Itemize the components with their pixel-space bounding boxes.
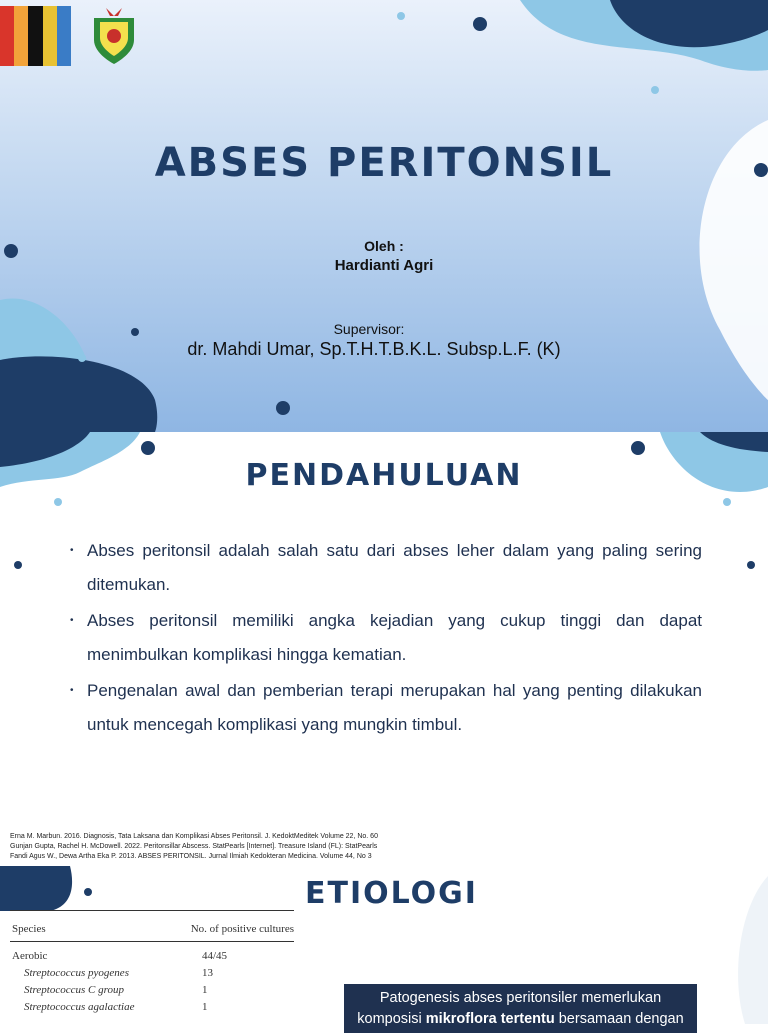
bullet-list xyxy=(70,534,702,744)
box-text-part: bersamaan dengan xyxy=(554,1011,684,1027)
reference-item: Erna M. Marbun. 2016. Diagnosis, Tata Laksana dan Komplikasi Abses Peritonsil. J. KedoktMeditek Volume 22, No. 60 xyxy=(10,833,378,840)
table-row xyxy=(10,999,294,1016)
box-text-part: komposisi xyxy=(357,1011,426,1027)
table-row xyxy=(10,965,294,982)
reference-item: Gunjan Gupta, Rachel H. McDowell. 2022. Peritonsillar Abscess. StatPearls [Internet]. Treasure Island (FL): StatPearls xyxy=(10,843,378,850)
species-name: Streptococcus agalactiae xyxy=(24,1001,135,1013)
group-label: Aerobic xyxy=(12,950,48,962)
bullet-item: • Pengenalan awal dan pemberian terapi merupakan hal yang penting dilakukan untuk mencegah komplikasi yang mungkin timbul. xyxy=(70,674,702,742)
column-header: No. of positive cultures xyxy=(190,923,294,935)
by-label: Oleh : xyxy=(364,238,404,254)
culture-table xyxy=(10,910,294,1016)
supervisor-name: dr. Mahdi Umar, Sp.T.H.T.B.K.L. Subsp.L.F. (K) xyxy=(187,339,561,359)
box-text-emphasis: mikroflora tertentu xyxy=(425,1011,555,1027)
box-text-line xyxy=(344,1009,697,1030)
culture-count: 13 xyxy=(202,967,213,979)
reference-item: Fandi Agus W., Dewa Artha Eka P. 2013. ABSES PERITONSIL. Jurnal Ilmiah Kedokteran Medicina. Volume 44, No 3 xyxy=(10,853,372,860)
column-header: Species xyxy=(12,923,46,935)
title-slide xyxy=(0,0,768,432)
species-name: Streptococcus pyogenes xyxy=(24,967,129,979)
species-name: Streptococcus C group xyxy=(24,984,125,996)
bullet-item: • Abses peritonsil adalah salah satu dari abses leher dalam yang paling sering ditemukan. xyxy=(70,534,702,602)
culture-count: 1 xyxy=(202,1001,208,1013)
table-row xyxy=(10,948,294,965)
section-title: PENDAHULUAN xyxy=(245,458,523,493)
culture-count: 1 xyxy=(202,984,208,996)
pathogenesis-box xyxy=(344,984,697,1033)
references xyxy=(10,832,378,862)
university-emblem xyxy=(88,4,140,66)
faculty-logo xyxy=(0,6,71,66)
presentation-title: ABSES PERITONSIL xyxy=(154,140,614,186)
section-title: ETIOLOGI xyxy=(305,876,478,911)
box-text: Patogenesis abses peritonsiler memerlukan xyxy=(379,990,662,1006)
supervisor-label: Supervisor: xyxy=(333,321,405,337)
table-row xyxy=(10,982,294,999)
table-header xyxy=(10,910,294,942)
group-value: 44/45 xyxy=(202,950,228,962)
author-name: Hardianti Agri xyxy=(334,257,434,274)
bullet-item: • Abses peritonsil memiliki angka kejadian yang cukup tinggi dan dapat menimbulkan komplikasi hingga kematian. xyxy=(70,604,702,672)
